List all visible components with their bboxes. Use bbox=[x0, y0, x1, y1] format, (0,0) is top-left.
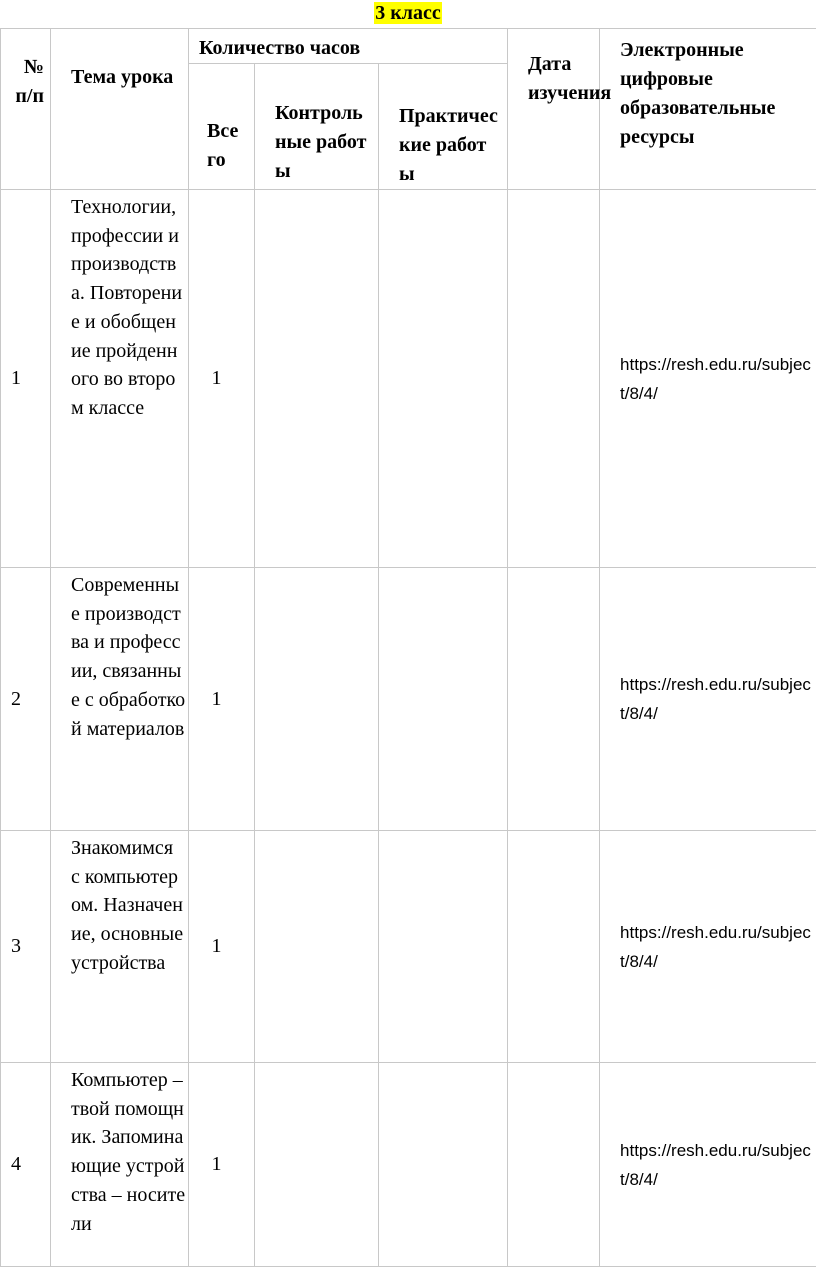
row-control bbox=[255, 1063, 379, 1267]
row-num: 1 bbox=[1, 190, 51, 568]
row-num: 4 bbox=[1, 1063, 51, 1267]
page-title bbox=[0, 0, 816, 26]
table-row bbox=[1, 190, 816, 568]
row-control bbox=[255, 190, 379, 568]
row-topic: Современные производства и профессии, связанные с обработкой материалов bbox=[51, 568, 189, 831]
row-total: 1 bbox=[189, 1063, 255, 1267]
row-num: 2 bbox=[1, 568, 51, 831]
header-num: № п/п bbox=[1, 29, 51, 190]
row-practical bbox=[379, 190, 508, 568]
row-topic: Технологии, профессии и производства. Повторение и обобщение пройденного во втором классе bbox=[51, 190, 189, 568]
header-control: Контрольные работы bbox=[255, 64, 379, 190]
table-row bbox=[1, 831, 816, 1063]
row-topic: Компьютер – твой помощник. Запоминающие устройства – носители bbox=[51, 1063, 189, 1267]
row-total: 1 bbox=[189, 190, 255, 568]
row-topic: Знакомимся с компьютером. Назначение, основные устройства bbox=[51, 831, 189, 1063]
row-date bbox=[508, 1063, 600, 1267]
page-title-text: 3 класс bbox=[374, 2, 442, 24]
row-practical bbox=[379, 1063, 508, 1267]
header-total: Всего bbox=[189, 64, 255, 190]
row-control bbox=[255, 568, 379, 831]
row-control bbox=[255, 831, 379, 1063]
header-date: Дата изучения bbox=[508, 29, 600, 190]
row-date bbox=[508, 831, 600, 1063]
row-resource-link[interactable]: https://resh.edu.ru/subject/8/4/ bbox=[600, 1063, 816, 1267]
table-row bbox=[1, 1063, 816, 1267]
lessons-table bbox=[0, 28, 816, 1267]
header-practical: Практические работы bbox=[379, 64, 508, 190]
row-practical bbox=[379, 831, 508, 1063]
row-date bbox=[508, 190, 600, 568]
row-resource-link[interactable]: https://resh.edu.ru/subject/8/4/ bbox=[600, 190, 816, 568]
row-date bbox=[508, 568, 600, 831]
row-resource-link[interactable]: https://resh.edu.ru/subject/8/4/ bbox=[600, 831, 816, 1063]
header-resources: Электронные цифровые образовательные ресурсы bbox=[600, 29, 816, 190]
row-total: 1 bbox=[189, 831, 255, 1063]
header-hours: Количество часов bbox=[189, 29, 508, 64]
header-topic: Тема урока bbox=[51, 29, 189, 190]
row-practical bbox=[379, 568, 508, 831]
row-total: 1 bbox=[189, 568, 255, 831]
table-row bbox=[1, 568, 816, 831]
row-resource-link[interactable]: https://resh.edu.ru/subject/8/4/ bbox=[600, 568, 816, 831]
row-num: 3 bbox=[1, 831, 51, 1063]
